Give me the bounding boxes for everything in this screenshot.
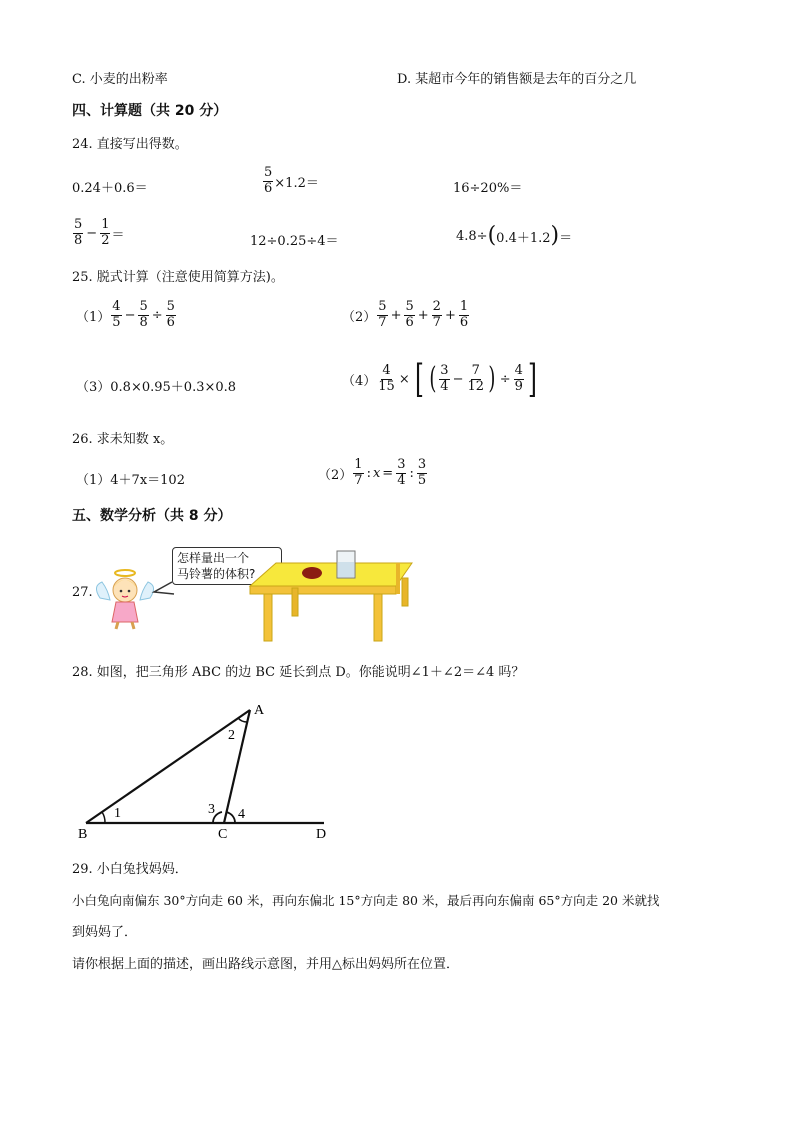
section5-title: 五、数学分析（共 8 分）	[72, 508, 232, 524]
q29-line1: 小白兔向南偏东 30°方向走 60 米，再向东偏北 15°方向走 80 米，最后再向东偏南 65°方向走 20 米就找	[72, 893, 660, 908]
fraction: $\frac{5}{6}$	[264, 165, 273, 196]
q24-prompt: 24. 直接写出得数。	[72, 137, 188, 152]
q26-prompt: 26. 求未知数 x。	[72, 432, 174, 447]
q29-line2: 到妈妈了．	[72, 925, 138, 940]
option-d: D. 某超市今年的销售额是去年的百分之几	[397, 72, 637, 87]
q25-part-3: （3） 0.8×0.95＋0.3×0.8	[76, 380, 237, 395]
label-D: D	[316, 827, 327, 842]
q24-expr-4: $\frac{5}{8}$ − $\frac{1}{2}$ ＝	[74, 217, 125, 248]
q24-expr-5: 12÷0.25÷4＝	[250, 234, 339, 249]
q25-prompt: 25. 脱式计算（注意使用简算方法)。	[72, 270, 284, 285]
q25-part-1: （1） $\frac{4}{5}$ − $\frac{5}{8}$ ÷ $\frac{5}{6}$	[76, 299, 175, 330]
angel-illustration	[92, 568, 158, 630]
q26-part-1: （1） 4＋7x＝102	[76, 473, 185, 488]
section4-title: 四、计算题（共 20 分）	[72, 103, 228, 119]
q28-prompt: 28. 如图，把三角形 ABC 的边 BC 延长到点 D。你能说明∠1＋∠2＝∠4 吗？	[72, 665, 525, 680]
q29-title: 29. 小白兔找妈妈．	[72, 862, 188, 877]
q25-part-2: （2） $\frac{5}{7}$ + $\frac{5}{6}$ + $\frac{2}{7}$ + $\frac{1}{6}$	[342, 299, 469, 330]
bubble-tail	[150, 580, 180, 600]
angle-3-label: 3	[208, 802, 215, 817]
speech-bubble: 怎样量出一个 马铃薯的体积?	[172, 547, 282, 585]
potato-icon	[302, 567, 322, 579]
q24-expr-6: 4.8÷ ( 0.4＋1.2 ) ＝	[456, 223, 573, 248]
angle-2-label: 2	[228, 728, 235, 743]
label-B: B	[78, 827, 88, 842]
fraction: $\frac{1}{2}$	[101, 217, 110, 248]
q27-number: 27.	[72, 585, 93, 600]
q24-expr-1: 0.24＋0.6＝	[72, 181, 148, 196]
q29-line3: 请你根据上面的描述，画出路线示意图，并用△标出妈妈所在位置．	[72, 957, 459, 972]
q26-part-2: （2） $\frac{1}{7}$ : x = $\frac{3}{4}$ : $\frac{3}{5}$	[318, 457, 427, 488]
q24-expr-2: $\frac{5}{6}$ ×1.2＝	[264, 165, 319, 196]
angle-1-label: 1	[114, 806, 121, 821]
label-A: A	[254, 703, 265, 718]
q25-part-4: （4） $\frac{4}{15}$ × [ ( $\frac{3}{4}$ − $\frac{7}{12}$ ) ÷ $\frac{4}{9}$ ]	[342, 357, 537, 401]
table-illustration	[246, 548, 416, 642]
angle-4-label: 4	[238, 807, 245, 822]
fraction: $\frac{5}{8}$	[74, 217, 83, 248]
triangle-diagram	[72, 696, 342, 844]
option-c: C. 小麦的出粉率	[72, 72, 168, 87]
label-C: C	[218, 827, 228, 842]
q24-expr-3: 16÷20%＝	[453, 181, 523, 196]
